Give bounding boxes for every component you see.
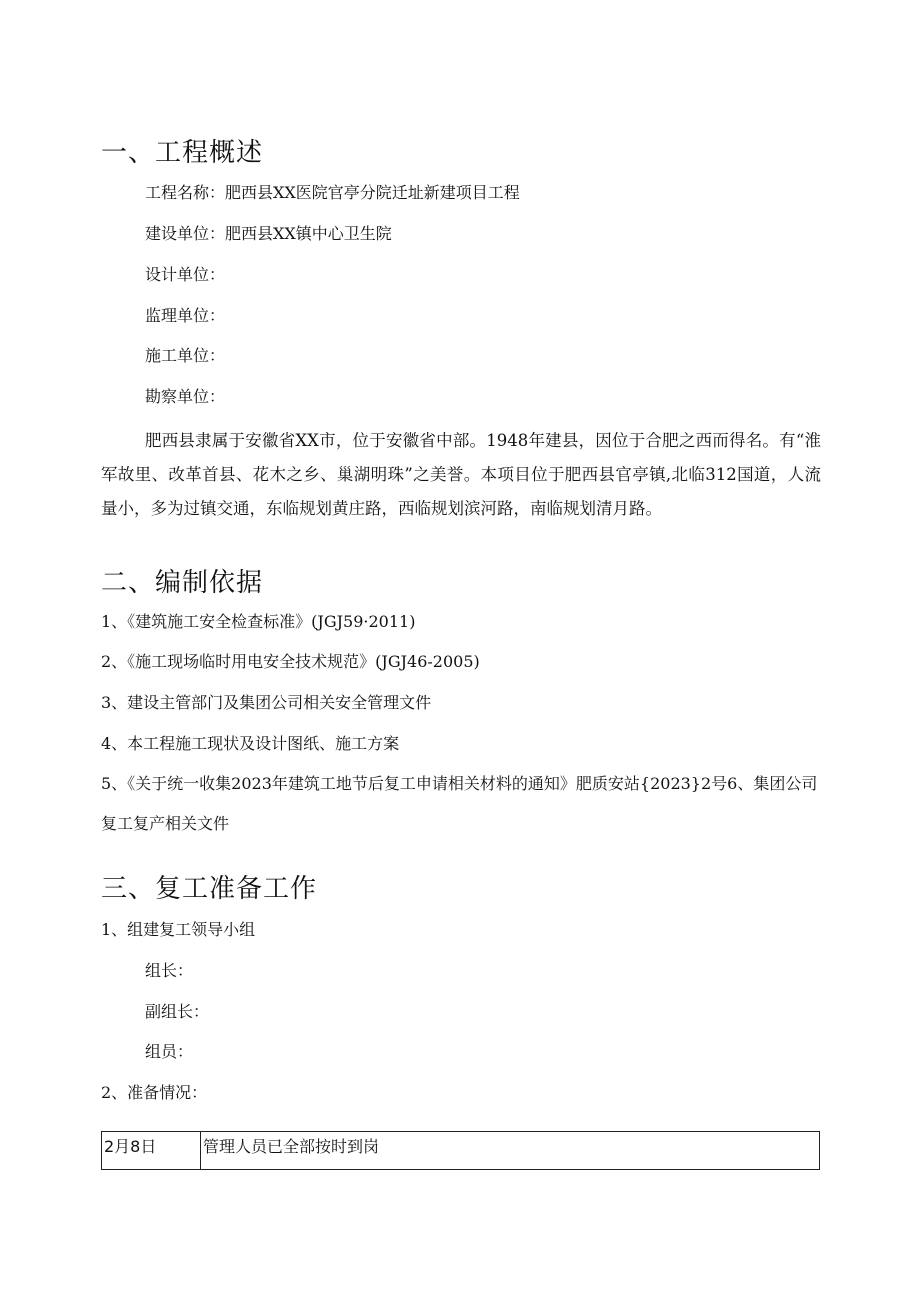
project-description: 肥西县隶属于安徽省XX市，位于安徽省中部。1948年建县，因位于合肥之西而得名。有“淮军故里、改革首县、花木之乡、巢湖明珠”之美誉。本项目位于肥西县官亭镇,北临312国道，人流量小，多为过镇交通，东临规划黄庄路，西临规划滨河路，南临规划清月路。: [101, 431, 821, 518]
section-2-heading: 二、编制依据: [101, 568, 264, 598]
basis-item-5: 5、《关于统一收集2023年建筑工地节后复工申请相关材料的通知》肥质安站{2023}2号6、集团公司复工复产相关文件: [101, 774, 818, 833]
prep-item-1: 1、组建复工领导小组: [101, 920, 256, 939]
section-3-heading: 三、复工准备工作: [101, 874, 318, 904]
team-members: 组员：: [145, 1042, 194, 1061]
basis-item-1: 1、《建筑施工安全检查标准》(JGJ59·2011): [101, 612, 416, 631]
basis-item-2: 2、《施工现场临时用电安全技术规范》(JGJ46-2005): [101, 652, 480, 671]
section-1-heading: 一、工程概述: [101, 138, 264, 168]
survey-unit: 勘察单位：: [145, 387, 226, 406]
table-cell-date: 2月8日: [102, 1132, 201, 1170]
supervision-unit: 监理单位：: [145, 306, 226, 325]
table-cell-content: 管理人员已全部按时到岗: [201, 1132, 820, 1170]
table-row: [102, 1132, 820, 1170]
builder-unit: 建设单位：肥西县XX镇中心卫生院: [145, 224, 392, 243]
preparation-table: [101, 1131, 820, 1170]
project-name: 工程名称：肥西县XX医院官亭分院迁址新建项目工程: [145, 183, 520, 202]
construction-unit: 施工单位：: [145, 346, 226, 365]
basis-item-3: 3、建设主管部门及集团公司相关安全管理文件: [101, 693, 432, 712]
prep-item-2: 2、准备情况：: [101, 1083, 208, 1102]
team-leader: 组长：: [145, 961, 194, 980]
basis-item-4: 4、本工程施工现状及设计图纸、施工方案: [101, 734, 400, 753]
design-unit: 设计单位：: [145, 265, 226, 284]
team-deputy: 副组长：: [145, 1002, 210, 1021]
